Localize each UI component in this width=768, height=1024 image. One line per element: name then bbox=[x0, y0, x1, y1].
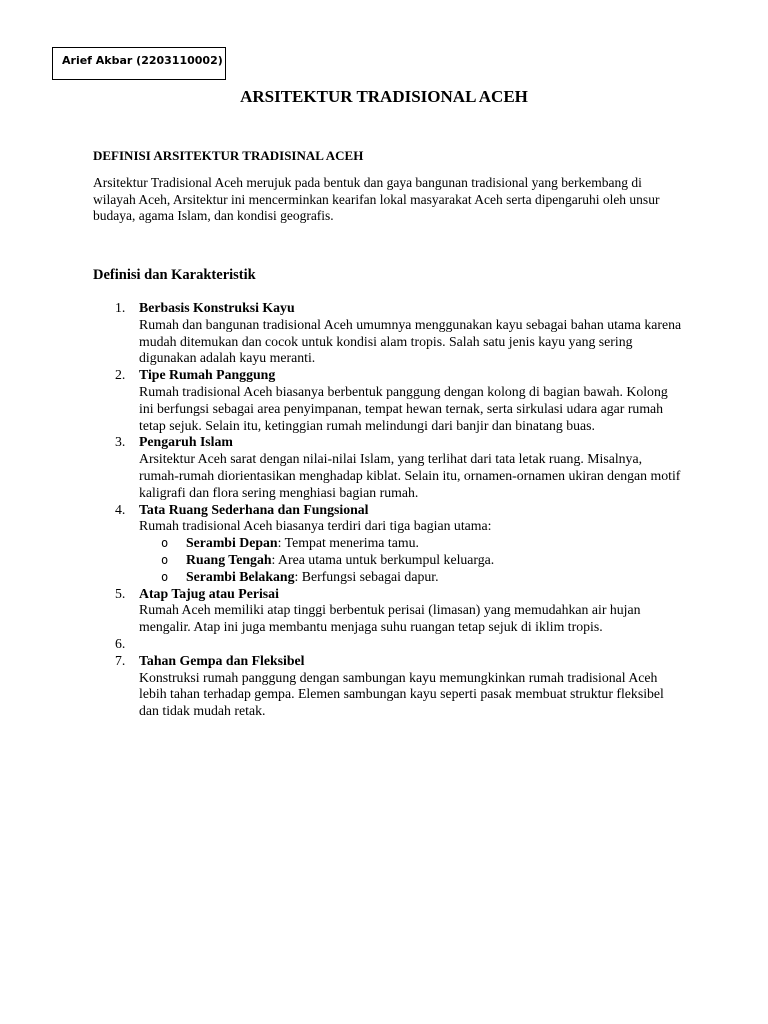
bullet-circle-icon: o bbox=[161, 552, 169, 567]
sub-heading: Definisi dan Karakteristik bbox=[93, 267, 256, 283]
room-term: Ruang Tengah bbox=[186, 551, 272, 567]
list-item bbox=[93, 502, 683, 586]
list-item-number: 6. bbox=[115, 635, 126, 651]
list-item-text: Rumah tradisional Aceh biasanya terdiri dari tiga bagian utama: bbox=[139, 518, 492, 534]
list-item-number: 1. bbox=[115, 300, 126, 315]
list-item-text: Rumah tradisional Aceh biasanya berbentuk panggung dengan kolong di bagian bawah. Kolong ini berfungsi sebagai area penyimpanan, tempat hewan ternak, serta sirkulasi udara agar rumah tetap sejuk. Selain itu, ketinggian rumah melindungi dari banjir dan binatang buas. bbox=[139, 383, 668, 433]
room-term: Serambi Belakang bbox=[186, 568, 295, 584]
list-item bbox=[93, 367, 683, 434]
list-item bbox=[93, 434, 683, 501]
list-item-number: 2. bbox=[115, 367, 126, 383]
room-term: Serambi Depan bbox=[186, 535, 278, 551]
list-item-text: Rumah dan bangunan tradisional Aceh umumnya menggunakan kayu sebagai bahan utama karena mudah ditemukan dan cocok untuk kondisi alam tropis. Salah satu jenis kayu yang sering digunakan adalah kayu meranti. bbox=[139, 316, 682, 366]
room-list-item bbox=[139, 552, 683, 569]
list-item-number: 7. bbox=[115, 652, 126, 668]
intro-paragraph: Arsitektur Tradisional Aceh merujuk pada bentuk dan gaya bangunan tradisional yang berkembang di wilayah Aceh, Arsitektur ini mencerminkan kearifan lokal masyarakat Aceh serta dipengaruhi oleh unsur budaya, agama Islam, dan kondisi geografis. bbox=[93, 175, 660, 224]
list-item-title: Tipe Rumah Panggung bbox=[139, 367, 276, 383]
room-list-item bbox=[139, 569, 683, 586]
list-item-number: 4. bbox=[115, 501, 126, 517]
list-item-title: Berbasis Konstruksi Kayu bbox=[139, 300, 295, 315]
characteristics-list bbox=[93, 300, 683, 720]
list-item-title: Pengaruh Islam bbox=[139, 434, 233, 450]
room-description: : Tempat menerima tamu. bbox=[277, 535, 419, 551]
list-item-title: Tahan Gempa dan Fleksibel bbox=[139, 652, 305, 668]
author-name-box: Arief Akbar (2203110002) bbox=[52, 47, 226, 80]
room-list-item bbox=[139, 535, 683, 552]
list-item bbox=[93, 653, 683, 720]
list-item-title: Atap Tajug atau Perisai bbox=[139, 585, 279, 601]
list-item-text: Konstruksi rumah panggung dengan sambungan kayu memungkinkan rumah tradisional Aceh lebih tahan terhadap gempa. Elemen sambungan kayu seperti pasak membuat struktur fleksibel dan tidak mudah retak. bbox=[139, 669, 664, 719]
empty-line bbox=[139, 636, 683, 653]
section-heading: DEFINISI ARSITEKTUR TRADISINAL ACEH bbox=[93, 148, 364, 163]
list-item bbox=[93, 586, 683, 636]
room-list bbox=[139, 535, 683, 585]
room-description: : Area utama untuk berkumpul keluarga. bbox=[271, 551, 495, 567]
list-item-empty bbox=[93, 636, 683, 653]
list-item-title: Tata Ruang Sederhana dan Fungsional bbox=[139, 501, 369, 517]
list-item-text: Arsitektur Aceh sarat dengan nilai-nilai Islam, yang terlihat dari tata letak ruang. Misalnya, rumah-rumah diorientasikan menghadap kiblat. Selain itu, ornamen-ornamen ukiran dengan motif kaligrafi dan flora sering menghiasi bagian rumah. bbox=[139, 451, 681, 500]
list-item bbox=[93, 300, 683, 367]
list-item-number: 5. bbox=[115, 585, 126, 601]
bullet-circle-icon: o bbox=[161, 569, 169, 584]
room-description: : Berfungsi sebagai dapur. bbox=[294, 568, 439, 584]
list-item-number: 3. bbox=[115, 434, 126, 450]
list-item-text: Rumah Aceh memiliki atap tinggi berbentuk perisai (limasan) yang memudahkan air hujan mengalir. Atap ini juga membantu menjaga suhu ruangan tetap sejuk di iklim tropis. bbox=[139, 602, 641, 635]
document-title: ARSITEKTUR TRADISIONAL ACEH bbox=[240, 87, 528, 106]
bullet-circle-icon: o bbox=[161, 536, 169, 551]
